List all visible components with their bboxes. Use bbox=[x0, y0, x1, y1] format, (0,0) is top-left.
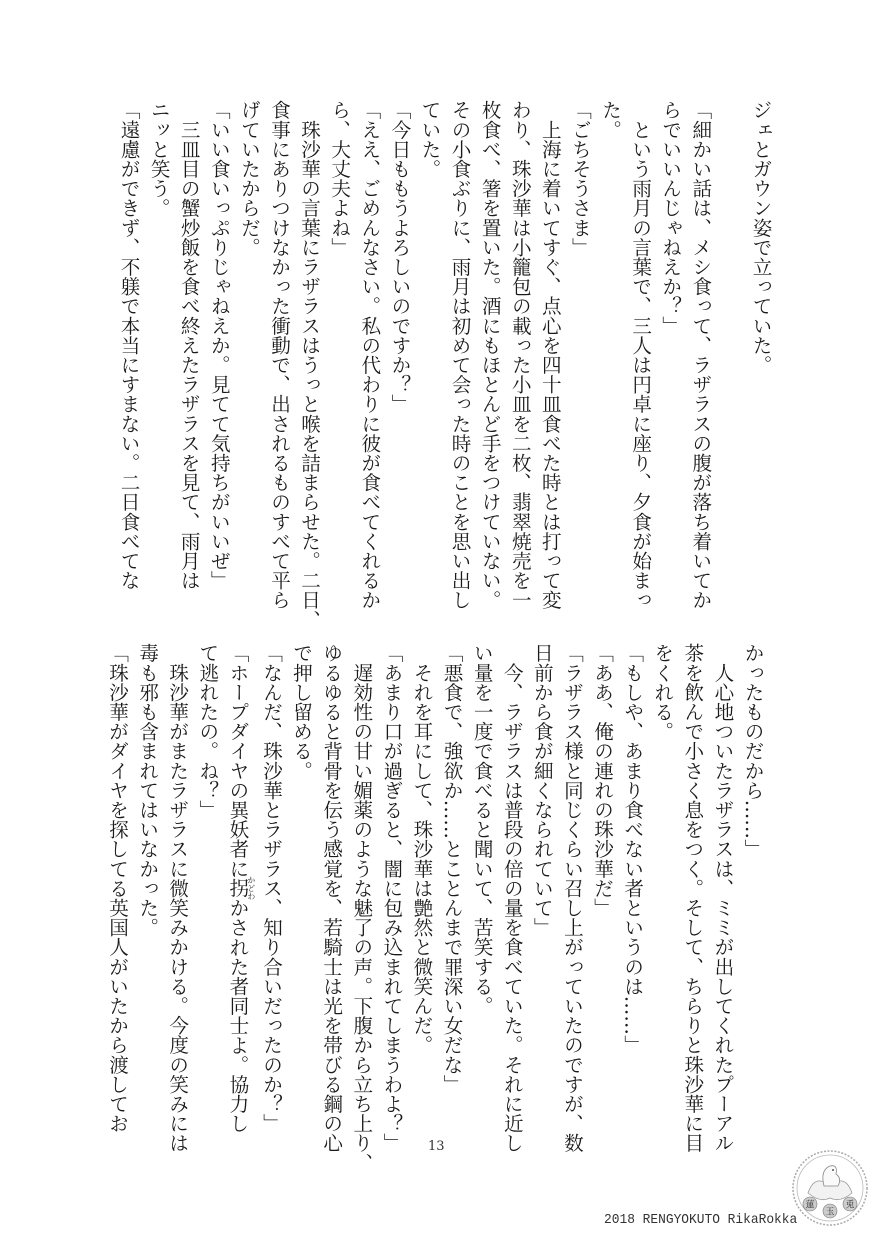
logo-character: 蓮 bbox=[805, 1200, 815, 1211]
logo-character: 玉 bbox=[825, 1207, 835, 1218]
text-column: 「悪食で、強欲か……とことんまで罪深い女だな」 bbox=[440, 643, 464, 1094]
ruby-text: かどわ bbox=[246, 876, 256, 901]
text-column: 上海に着いてすぐ、点心を四十皿食べた時とは打って変 bbox=[538, 100, 562, 610]
text-column: それを耳にして、珠沙華は艶然と微笑んだ。 bbox=[409, 643, 433, 1055]
text-column: 遅効性の甘い媚薬のような魅了の声。下腹から立ち上り、 bbox=[349, 643, 373, 1173]
text-run: 「ホープダイヤの異妖者に bbox=[225, 643, 249, 879]
text-column: い量を一度で食べると聞いて、苦笑する。 bbox=[470, 643, 494, 1016]
text-column: 珠沙華の言葉にラザラスはうっと喉を詰まらせた。二日、 bbox=[297, 100, 321, 630]
text-column: 「いい食いっぷりじゃねえか。見てて気持ちがいいぜ」 bbox=[207, 100, 231, 590]
text-column: 「ああ、俺の連れの珠沙華だ」 bbox=[590, 643, 614, 918]
text-column: 「遠慮ができず、不躾で本当にすまない。二日食べてな bbox=[117, 100, 141, 590]
text-column: ていた。 bbox=[417, 100, 441, 179]
text-column: ら、大丈夫よね」 bbox=[327, 100, 351, 257]
text-column: げていたからだ。 bbox=[237, 100, 261, 257]
text-column: 「ごちそうさま」 bbox=[568, 100, 592, 257]
text-column: 「ええ、ごめんなさい。私の代わりに彼が食べてくれるか bbox=[357, 100, 381, 610]
text-column: 「珠沙華がダイヤを探してる英国人がいたから渡してお bbox=[105, 643, 129, 1133]
text-column: 食事にありつけなかった衝動で、出されるものすべて平ら bbox=[267, 100, 291, 610]
text-column: ゆるゆると背骨を伝う感覚を、若騎士は光を帯びる鋼の心 bbox=[319, 643, 343, 1153]
text-column: 「細かい話は、メシ食って、ラザラスの腹が落ち着いてか bbox=[688, 100, 712, 610]
text-column: 「今日ももうよろしいのですか？」 bbox=[387, 100, 411, 414]
text-column: 「なんだ、珠沙華とラザラス、知り合いだったのか？」 bbox=[259, 643, 283, 1133]
text-block-top bbox=[113, 100, 775, 630]
text-column: 今、ラザラスは普段の倍の量を食べていた。それに近し bbox=[500, 643, 524, 1153]
text-column: 茶を飲んで小さく息をつく。そして、ちらりと珠沙華に目 bbox=[680, 643, 704, 1153]
text-column: をくれる。 bbox=[650, 643, 674, 741]
text-column: 「あまり口が過ぎると、闇に包み込まれてしまうわよ？」 bbox=[379, 643, 403, 1153]
text-column: 「もしや、あまり食べない者というのは……」 bbox=[620, 643, 644, 1055]
text-run: かされた者同士よ。協力し bbox=[225, 897, 249, 1134]
text-column: 日前から食が細くなられていて」 bbox=[530, 643, 554, 937]
text-column: らでいいんじゃねえか？」 bbox=[658, 100, 682, 336]
rabbit-lotus-seal-icon bbox=[790, 1148, 870, 1228]
ruby-annotation bbox=[225, 876, 256, 901]
page-number: 13 bbox=[428, 1139, 445, 1154]
text-column: て逃れたの。ね？」 bbox=[195, 643, 219, 820]
footer-credit: 2018 RENGYOKUTO RikaRokka bbox=[604, 1212, 798, 1228]
text-column: 毒も邪も含まれてはいなかった。 bbox=[135, 643, 159, 937]
text-column: 珠沙華がまたラザラスに微笑みかける。今度の笑みには bbox=[165, 643, 189, 1153]
text-column: ジェとガウン姿で立っていた。 bbox=[749, 100, 772, 375]
text-column bbox=[222, 643, 256, 1138]
text-column bbox=[715, 100, 745, 600]
text-column: かったものだから……」 bbox=[741, 643, 764, 859]
text-column: た。 bbox=[598, 100, 622, 140]
text-column: 「ラザラス様と同じくらい召し上がっていたのですが、数 bbox=[560, 643, 584, 1153]
text-column: で押し留める。 bbox=[289, 643, 313, 781]
text-column: という雨月の言葉で、三人は円卓に座り、夕食が始まっ bbox=[628, 100, 652, 610]
text-column: その小食ぶりに、雨月は初めて会った時のことを思い出し bbox=[448, 100, 472, 610]
text-column: 枚食べ、箸を置いた。酒にもほとんど手をつけていない。 bbox=[478, 100, 502, 610]
ruby-base: 拐 bbox=[225, 876, 249, 900]
text-column: 三皿目の蟹炒飯を食べ終えたラザラスを見て、雨月は bbox=[177, 100, 201, 590]
logo-character: 兎 bbox=[845, 1200, 855, 1211]
text-column: わり、珠沙華は小籠包の載った小皿を二枚、翡翠焼売を一 bbox=[508, 100, 532, 610]
text-column: 人心地ついたラザラスは、ミミが出してくれたプーアル bbox=[710, 643, 734, 1153]
text-column: ニッと笑う。 bbox=[147, 100, 171, 218]
